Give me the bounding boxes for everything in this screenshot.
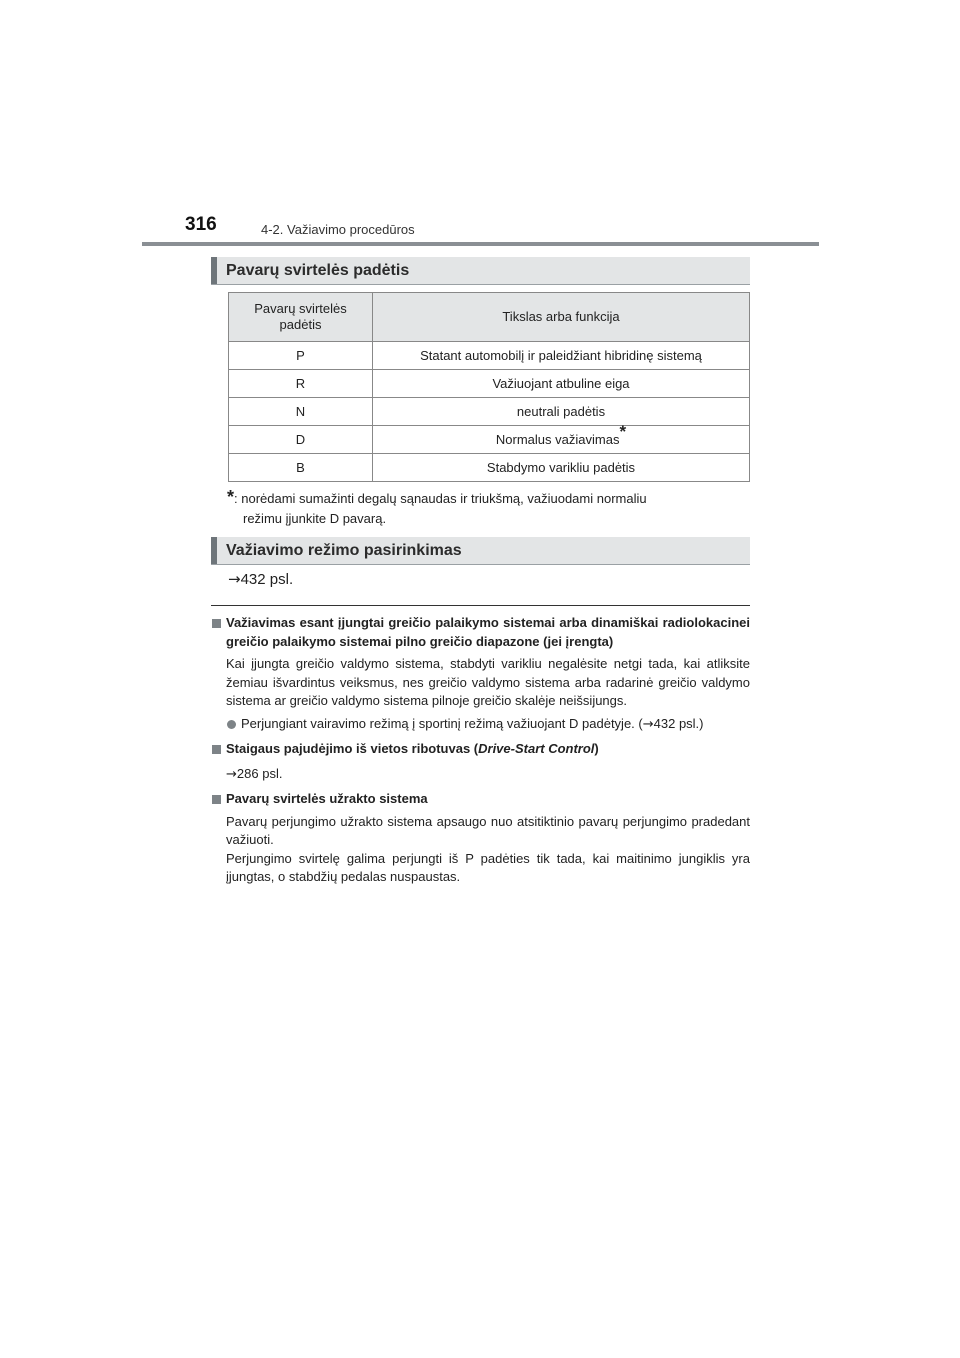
footnote-marker: *: [619, 421, 627, 441]
note-text: Perjungimo svirtelę galima perjungti iš P padėties tik tada, kai maitinimo jungiklis yra įjungtas, o stabdžių pedalas nuspaustas.: [226, 850, 750, 884]
cell-function: Stabdymo varikliu padėtis: [373, 454, 750, 482]
section-heading-shift-position: [211, 257, 750, 285]
footnote-mark: *: [227, 487, 235, 507]
circle-bullet-icon: [227, 720, 236, 729]
cell-function: Važiuojant atbuline eiga: [373, 370, 750, 398]
header-rule: [142, 242, 819, 246]
note-drive-start-control: [211, 740, 750, 784]
note-title: Staigaus pajudėjimo iš vietos ribotuvas (Drive-Start Control): [226, 741, 599, 756]
note-title: Pavarų svirtelės užrakto sistema: [226, 791, 428, 806]
note-bullet-sport-mode: [211, 715, 750, 735]
page-reference[interactable]: [226, 765, 750, 785]
notes-section: [211, 614, 750, 887]
cell-function: [373, 421, 750, 454]
cell-position: P: [229, 342, 373, 370]
note-text: Pavarų perjungimo užrakto sistema apsaugo nuo atsitiktinio pavarų perjungimo pradedant važiuoti.: [226, 813, 750, 847]
note-shift-lock: [211, 790, 750, 887]
divider: [211, 605, 750, 606]
bullet-text: Perjungiant vairavimo režimą į sportinį režimą važiuojant D padėtyje. (→432 psl.): [241, 715, 704, 732]
square-bullet-icon: [212, 795, 221, 804]
table-row: [229, 370, 750, 398]
bullet-reference[interactable]: 432 psl.): [653, 715, 704, 731]
note-cruise-control: [211, 614, 750, 711]
cell-position: N: [229, 398, 373, 426]
table-footnote: [227, 487, 745, 529]
section-title: Pavarų svirtelės padėtis: [226, 262, 410, 279]
reference-text: 286 psl.: [236, 765, 283, 781]
reference-text: 432 psl.: [240, 571, 294, 588]
table-row: [229, 454, 750, 482]
section-title: Važiavimo režimo pasirinkimas: [226, 542, 462, 559]
arrow-right-icon: →: [228, 570, 241, 588]
heading-accent: [211, 257, 217, 284]
square-bullet-icon: [212, 745, 221, 754]
table-row: [229, 426, 750, 454]
table-row: [229, 342, 750, 370]
cell-function: Statant automobilį ir paleidžiant hibridinę sistemą: [373, 342, 750, 370]
shift-position-table: [228, 292, 750, 482]
section-path: 4-2. Važiavimo procedūros: [261, 222, 415, 237]
cell-position: B: [229, 454, 373, 482]
page-reference[interactable]: [228, 570, 293, 588]
footnote-line-1: : norėdami sumažinti degalų sąnaudas ir triukšmą, važiuodami normaliu: [234, 491, 647, 506]
heading-accent: [211, 537, 217, 564]
cell-position: R: [229, 370, 373, 398]
cell-position: D: [229, 426, 373, 454]
footnote-line-2: režimu įjunkite D pavarą.: [243, 511, 387, 526]
column-header-position: Pavarų svirtelės padėtis: [229, 293, 373, 342]
table-row: [229, 398, 750, 426]
note-text: Kai įjungta greičio valdymo sistema, stabdyti varikliu negalėsite netgi tada, kai atliksite žemiau išvardintus veiksmus, nes greičio valdymo sistema arba radarinė greičio valdymo sistema ar greičio valdymo sistema pilnoje greičio skalėje neišsijungs.: [226, 656, 750, 708]
arrow-right-icon: →: [642, 716, 654, 732]
column-header-function: Tikslas arba funkcija: [373, 293, 750, 342]
page-number: 316: [185, 214, 217, 235]
square-bullet-icon: [212, 619, 221, 628]
table-header-row: [229, 293, 750, 342]
section-heading-drive-mode: [211, 537, 750, 565]
cell-function-text: Normalus važiavimas: [495, 432, 620, 447]
note-title: Važiavimas esant įjungtai greičio palaikymo sistemai arba dinamiškai radiolokacinei greičio palaikymo sistemai pilno greičio diapazone (jei įrengta): [226, 615, 750, 649]
cell-function: neutrali padėtis: [373, 398, 750, 426]
arrow-right-icon: →: [226, 766, 237, 782]
